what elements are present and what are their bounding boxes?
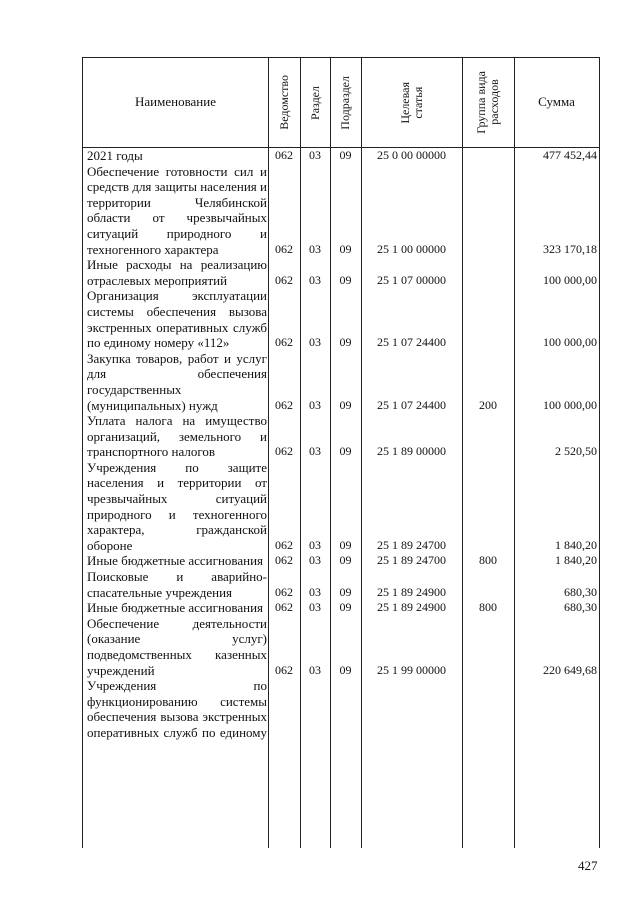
row-name: Учреждения по функционированию системы обеспечения вызова экстренных оперативных служб по единому	[87, 678, 267, 740]
row-podrazdel: 09	[339, 600, 352, 615]
row-gruppa: 800	[479, 553, 497, 568]
row-name: Учреждения по защите населения и территории от чрезвычайных ситуаций природного и техногенного характера, гражданской обороне	[87, 459, 267, 553]
row-razdel: 03	[309, 537, 321, 552]
row-name: Иные расходы на реализацию отраслевых мероприятий	[87, 257, 267, 288]
row-summa: 100 000,00	[543, 272, 597, 287]
row-celevaya: 25 1 89 24700	[377, 537, 446, 552]
row-ved: 062	[275, 584, 293, 599]
row-celevaya: 25 1 07 00000	[377, 272, 446, 287]
row-podrazdel: 09	[339, 241, 352, 256]
row-summa: 323 170,18	[543, 241, 597, 256]
row-gruppa: 800	[479, 600, 497, 615]
row-name: Организация эксплуатации системы обеспечения вызова экстренных оперативных служб по единому номеру «112»	[87, 288, 267, 351]
table-row	[83, 569, 599, 600]
row-ved: 062	[275, 335, 293, 350]
row-razdel: 03	[309, 662, 321, 677]
row-razdel: 03	[309, 148, 321, 162]
row-podrazdel: 09	[339, 444, 352, 459]
row-ved: 062	[275, 444, 293, 459]
row-summa: 220 649,68	[543, 662, 597, 677]
row-celevaya: 25 0 00 00000	[377, 148, 446, 162]
row-celevaya: 25 1 89 24900	[377, 584, 446, 599]
budget-table	[82, 57, 600, 848]
table-row	[83, 553, 599, 569]
row-razdel: 03	[309, 553, 321, 568]
table-row	[83, 148, 599, 164]
header-celevaya: Целевая статья	[397, 81, 425, 124]
table-row	[83, 257, 599, 288]
header-razdel: Раздел	[307, 85, 322, 120]
row-razdel: 03	[309, 272, 321, 287]
row-name: Обеспечение деятельности (оказание услуг) подведомственных казенных учреждений	[87, 615, 267, 678]
row-summa: 1 840,20	[555, 537, 597, 552]
row-celevaya: 25 1 89 24900	[377, 600, 446, 615]
row-celevaya: 25 1 00 00000	[377, 241, 446, 256]
header-summa: Сумма	[538, 94, 575, 109]
row-razdel: 03	[309, 584, 321, 599]
row-razdel: 03	[309, 335, 321, 350]
row-razdel: 03	[309, 241, 321, 256]
header-gruppa: Группа вида расходов	[474, 71, 501, 134]
row-podrazdel: 09	[339, 272, 352, 287]
row-podrazdel: 09	[339, 537, 352, 552]
row-razdel: 03	[309, 397, 321, 412]
row-name: 2021 годы	[87, 148, 143, 163]
row-celevaya: 25 1 99 00000	[377, 662, 446, 677]
row-podrazdel: 09	[339, 662, 352, 677]
row-celevaya: 25 1 89 24700	[377, 553, 446, 568]
row-name: Иные бюджетные ассигнования	[87, 553, 264, 569]
row-ved: 062	[275, 272, 293, 287]
row-summa: 680,30	[564, 584, 597, 599]
header-name: Наименование	[135, 94, 216, 109]
row-ved: 062	[275, 662, 293, 677]
table-row	[83, 288, 599, 350]
row-ved: 062	[275, 241, 293, 256]
row-name: Обеспечение готовности сил и средств для защиты населения и территории Челябинской области от чрезвычайных ситуаций природного и техногенного характера	[87, 163, 267, 257]
table-row	[83, 600, 599, 616]
row-gruppa: 200	[479, 397, 497, 412]
row-podrazdel: 09	[339, 148, 352, 162]
row-summa: 1 840,20	[555, 553, 597, 568]
row-celevaya: 25 1 07 24400	[377, 335, 446, 350]
row-name: Уплата налога на имущество организаций, земельного и транспортного налогов	[87, 413, 267, 460]
row-name: Закупка товаров, работ и услуг для обеспечения государственных (муниципальных) нужд	[87, 350, 267, 413]
row-summa: 477 452,44	[543, 148, 597, 162]
row-summa: 2 520,50	[555, 444, 597, 459]
table-row	[83, 678, 599, 740]
table-row	[83, 164, 599, 258]
row-summa: 100 000,00	[543, 335, 597, 350]
table-row	[83, 413, 599, 460]
row-summa: 680,30	[564, 600, 597, 615]
row-ved: 062	[275, 397, 293, 412]
table-row	[83, 616, 599, 678]
row-podrazdel: 09	[339, 553, 352, 568]
row-ved: 062	[275, 553, 293, 568]
header-ved: Ведомство	[276, 75, 291, 130]
row-summa: 100 000,00	[543, 397, 597, 412]
row-ved: 062	[275, 537, 293, 552]
page-number: 427	[578, 858, 598, 873]
row-podrazdel: 09	[339, 335, 352, 350]
row-celevaya: 25 1 89 00000	[377, 444, 446, 459]
row-name: Иные бюджетные ассигнования	[87, 600, 264, 616]
table-row	[83, 351, 599, 413]
table-body	[83, 148, 599, 741]
row-podrazdel: 09	[339, 397, 352, 412]
row-razdel: 03	[309, 444, 321, 459]
header-podrazdel: Подраздел	[338, 75, 352, 130]
row-podrazdel: 09	[339, 584, 352, 599]
table-row	[83, 460, 599, 554]
row-ved: 062	[275, 600, 293, 615]
row-ved: 062	[275, 148, 293, 162]
row-celevaya: 25 1 07 24400	[377, 397, 446, 412]
row-name: Поисковые и аварийно-спасательные учреждения	[87, 569, 267, 600]
row-razdel: 03	[309, 600, 321, 615]
